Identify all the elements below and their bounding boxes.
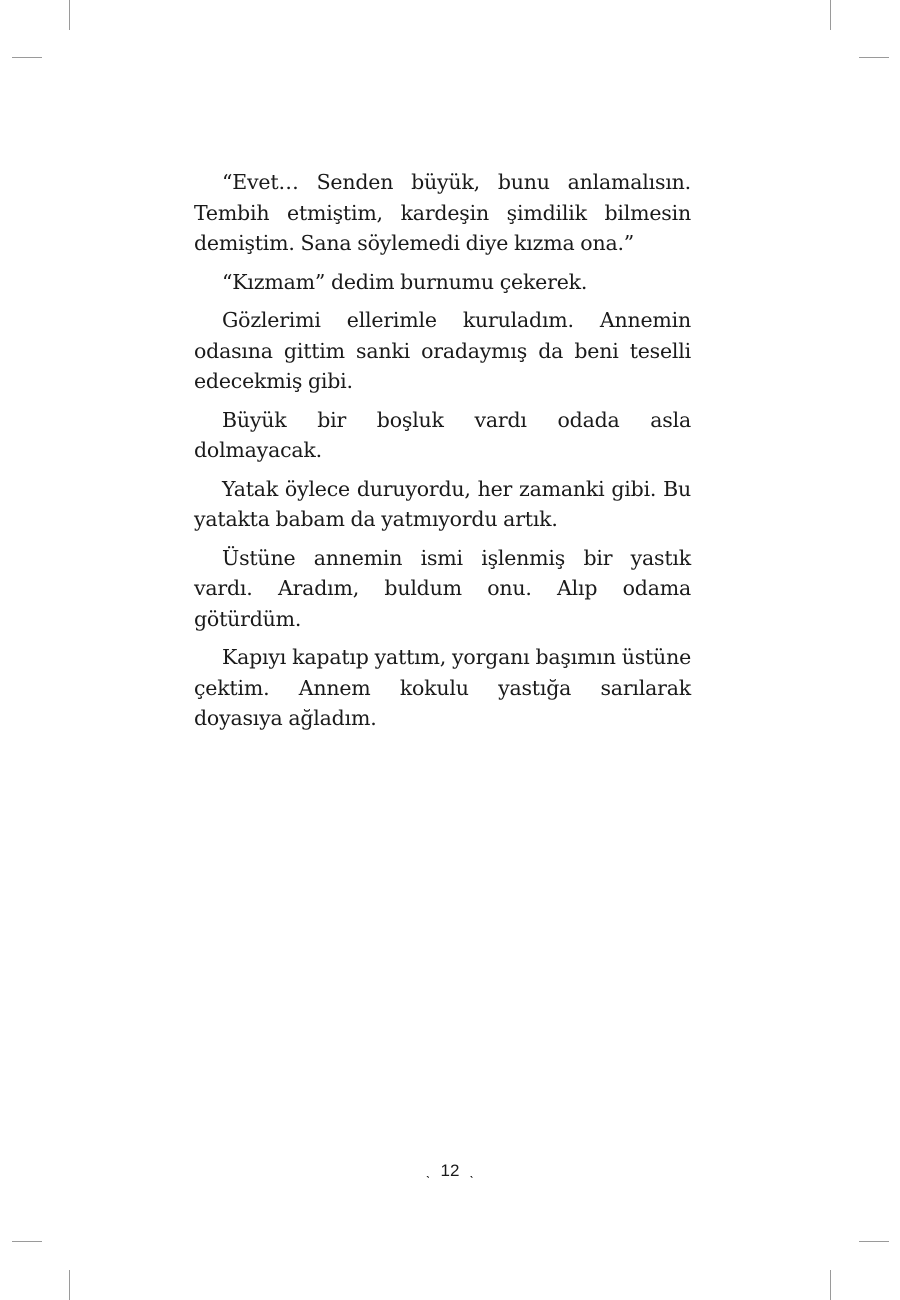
page-folio: [0, 1160, 900, 1181]
crop-mark-top-right-horizontal: [859, 57, 889, 58]
crop-mark-bottom-left-horizontal: [12, 1241, 42, 1242]
crop-mark-top-right-vertical: [830, 0, 831, 30]
paragraph: Kapıyı kapatıp yattım, yorganı başımın üstüne çektim. Annem kokulu yastığa sarılarak doyasıya ağladım.: [194, 645, 691, 730]
page-number: 12: [440, 1160, 460, 1180]
paragraph: “Kızmam” dedim burnumu çekerek.: [222, 269, 588, 294]
paragraph: Büyük bir boşluk vardı odada asla dolmayacak.: [194, 407, 691, 462]
crop-mark-top-left-horizontal: [12, 57, 42, 58]
paragraph: Yatak öylece duruyordu, her zamanki gibi. Bu yatakta babam da yatmıyordu artık.: [194, 476, 691, 531]
crop-mark-bottom-right-vertical: [830, 1270, 831, 1300]
crop-mark-bottom-left-vertical: [69, 1270, 70, 1300]
paragraph: Üstüne annemin ismi işlenmiş bir yastık vardı. Aradım, buldum onu. Alıp odama götürdüm.: [194, 545, 691, 631]
folio-ornament-right-icon: ˎ: [469, 1161, 475, 1178]
crop-mark-top-left-vertical: [69, 0, 70, 30]
folio-ornament-left-icon: ˎ: [425, 1161, 431, 1178]
paragraph: Gözlerimi ellerimle kuruladım. Annemin odasına gittim sanki oradaymış da beni teselli edecekmiş gibi.: [194, 308, 691, 393]
body-text: [194, 167, 691, 742]
crop-mark-bottom-right-horizontal: [859, 1241, 889, 1242]
paragraph: “Evet… Senden büyük, bunu anlamalısın. Tembih etmiştim, kardeşin şimdilik bilmesin demiştim. Sana söylemedi diye kızma ona.”: [194, 170, 691, 255]
